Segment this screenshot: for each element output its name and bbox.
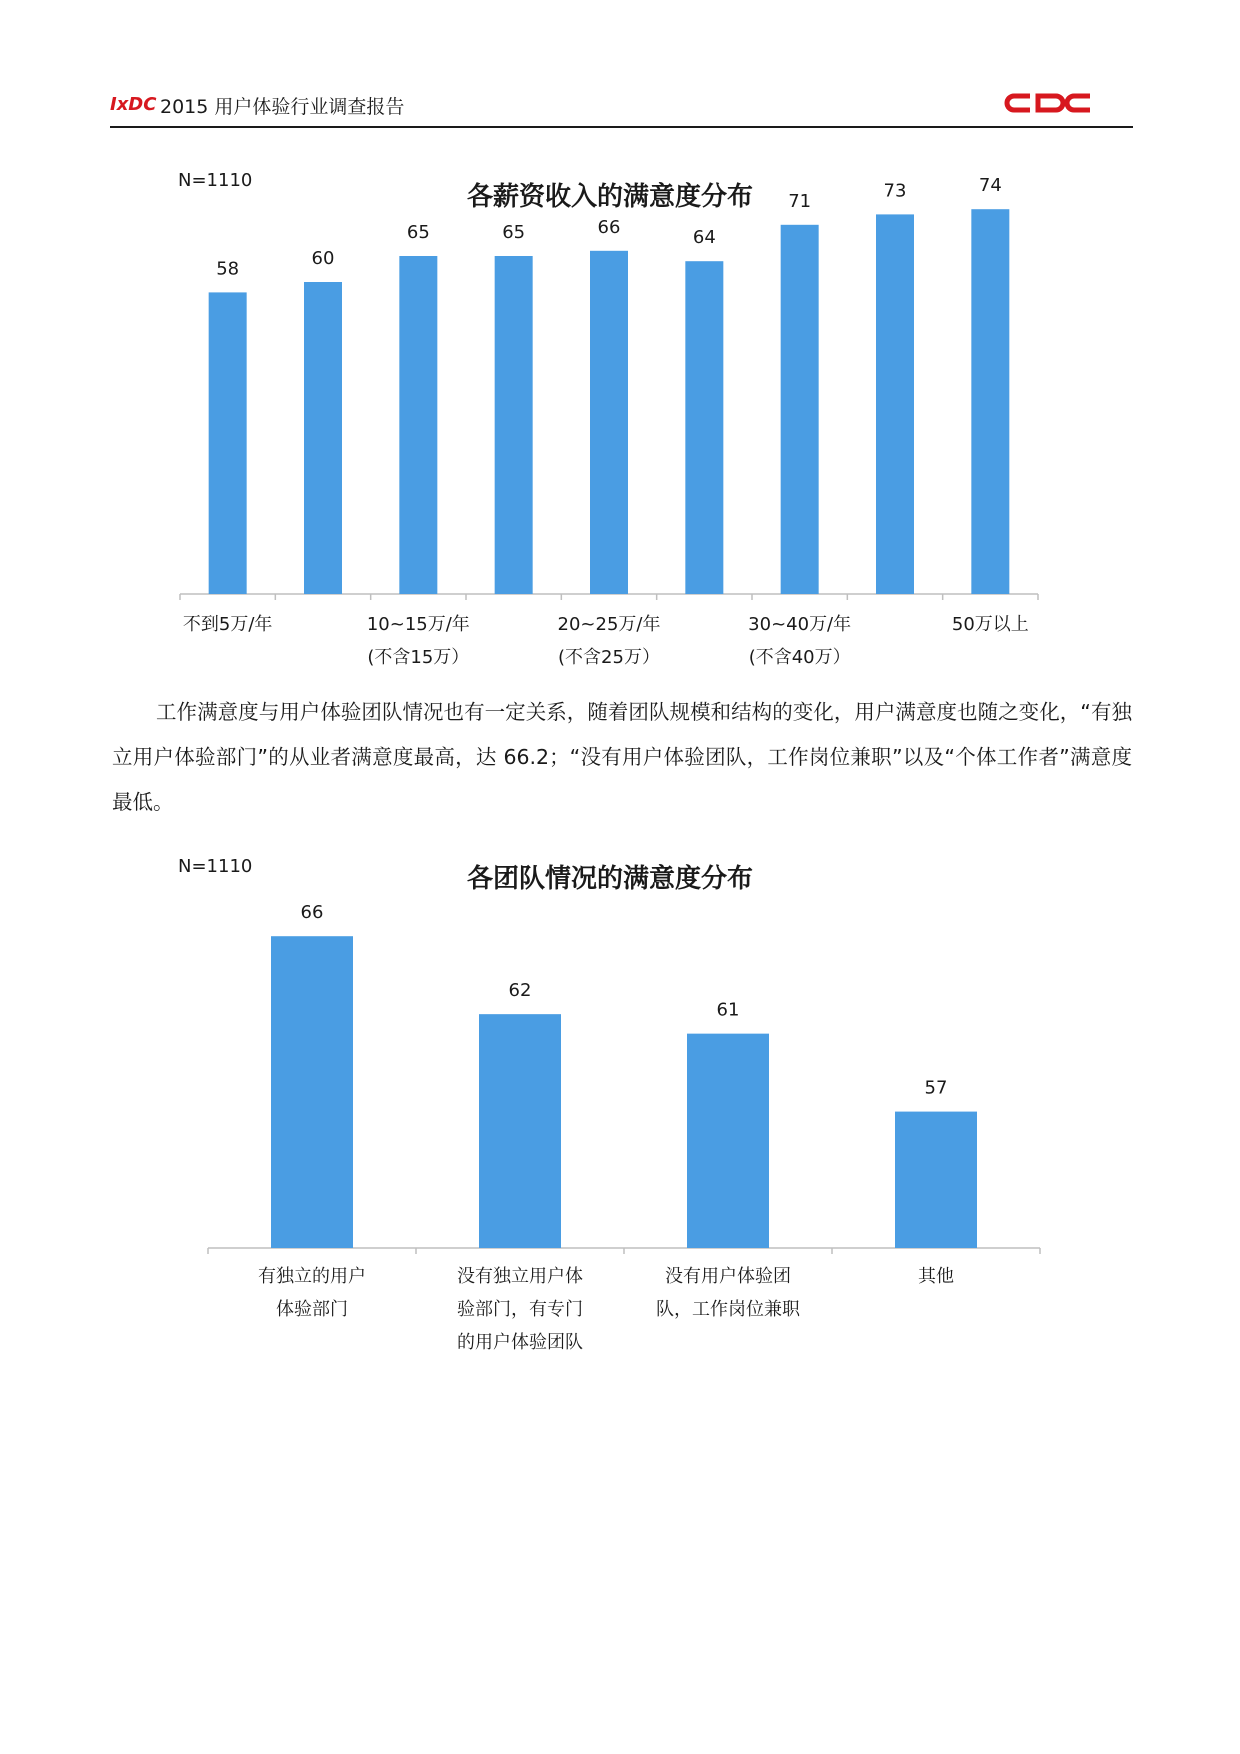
bar [271, 936, 353, 1248]
data-label: 73 [883, 180, 907, 202]
category-label: 没有独立用户体 [457, 1266, 583, 1287]
x-tick-label: 10~15万/年 [366, 614, 470, 635]
data-label: 66 [597, 216, 621, 238]
x-tick-label: 50万以上 [951, 614, 1029, 635]
category-label: 没有用户体验团 [665, 1266, 791, 1287]
x-tick-label: (不含15万） [367, 647, 470, 668]
bar [687, 1034, 769, 1248]
bar [895, 1112, 977, 1248]
chart1-sample-size: N=1110 [178, 170, 253, 191]
data-label: 57 [924, 1077, 948, 1099]
category-label: 体验部门 [276, 1299, 348, 1320]
data-label: 66 [300, 902, 324, 924]
x-tick-label: (不含40万） [748, 647, 851, 668]
data-label: 64 [692, 227, 716, 249]
category-label: 验部门，有专门 [457, 1299, 583, 1320]
data-label: 65 [406, 222, 430, 243]
x-tick-label: 不到5万/年 [182, 614, 273, 635]
data-label: 60 [311, 248, 335, 269]
category-label: 有独立的用户 [258, 1266, 366, 1287]
data-label: 58 [216, 258, 240, 280]
x-tick-label: 30~40万/年 [748, 614, 852, 635]
chart1-title: 各薪资收入的满意度分布 [466, 182, 753, 212]
data-label: 62 [508, 980, 532, 1002]
x-tick-label: 20~25万/年 [557, 614, 661, 635]
document-title: 2015 用户体验行业调查报告 [160, 96, 405, 118]
data-label: 61 [716, 999, 740, 1021]
category-label: 队，工作岗位兼职 [656, 1299, 800, 1320]
data-label: 71 [788, 190, 812, 212]
body-paragraph: 工作满意度与用户体验团队情况也有一定关系，随着团队规模和结构的变化，用户满意度也随之变化，“有独立用户体验部门”的从业者满意度最高，达 66.2；“没有用户体验团队，工作岗位兼职”以及“个体工作者”满意度最低。 [112, 700, 1132, 814]
chart2-title: 各团队情况的满意度分布 [466, 864, 753, 894]
category-label: 的用户体验团队 [457, 1332, 583, 1353]
category-label: 其他 [918, 1266, 954, 1287]
bar [479, 1014, 561, 1248]
chart2-sample-size: N=1110 [178, 856, 253, 877]
data-label: 65 [502, 222, 526, 243]
data-label: 74 [978, 175, 1002, 197]
ixdc-logo: IxDC [110, 94, 157, 115]
x-tick-label: (不含25万） [558, 647, 660, 668]
